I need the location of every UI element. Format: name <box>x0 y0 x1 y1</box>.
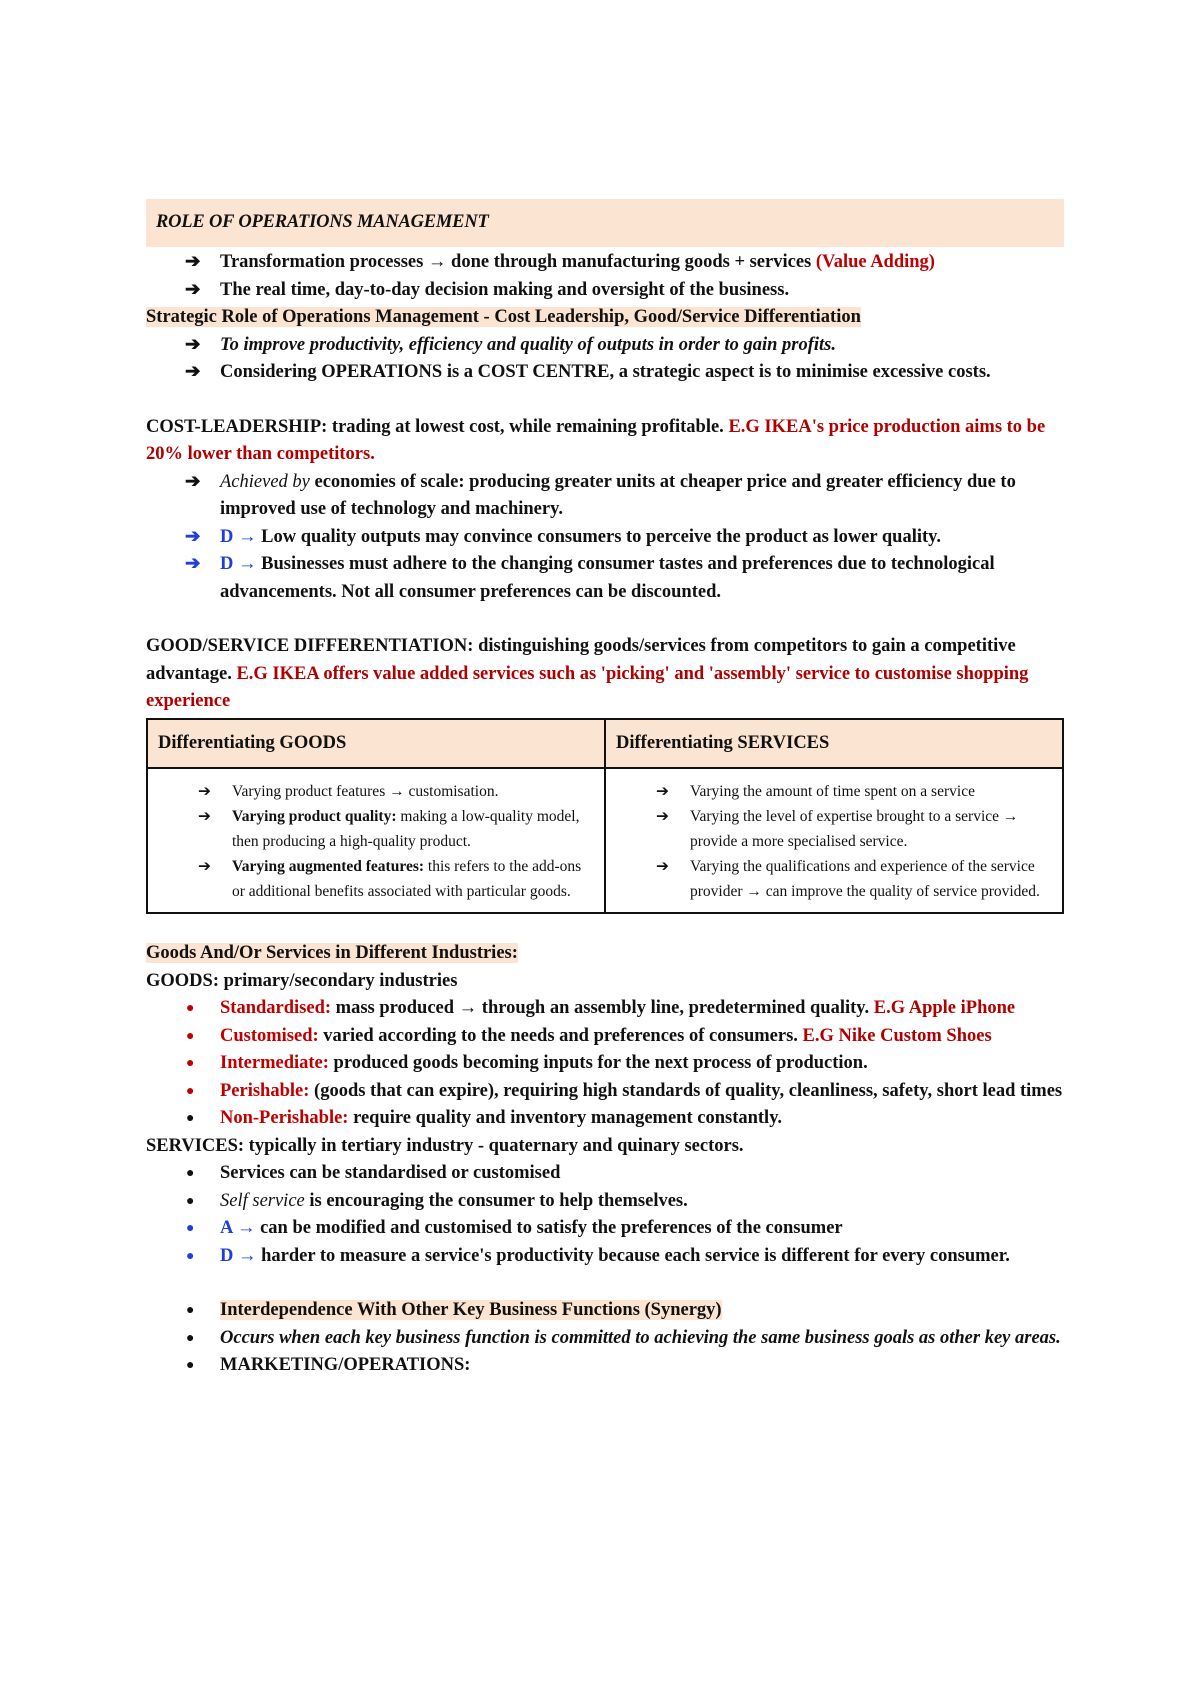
list-item: ● Self service is encouraging the consumer to help themselves. <box>146 1188 1064 1216</box>
bullet-icon: ● <box>186 1193 195 1209</box>
arrow-icon: ➔ <box>185 362 201 382</box>
list-item: ➔ D → Businesses must adhere to the changing consumer tastes and preferences due to technological advancements. Not all consumer preferences can be discounted. <box>146 551 1064 606</box>
strategic-role-heading: Strategic Role of Operations Management - Cost Leadership, Good/Service Differentiation <box>146 307 861 327</box>
list-item: ● MARKETING/OPERATIONS: <box>146 1352 1064 1380</box>
table-header-services: Differentiating SERVICES <box>605 719 1063 769</box>
cost-leadership-list <box>146 469 1064 607</box>
list-item: ➔ Varying the amount of time spent on a service <box>616 779 1052 804</box>
list-item: ➔ Varying the qualifications and experience of the service provider → can improve the quality of service provided. <box>616 854 1052 904</box>
highlight-text: (Value Adding) <box>815 252 935 272</box>
arrow-icon: ➔ <box>656 808 669 825</box>
arrow-icon: ➔ <box>656 858 669 875</box>
table-cell-services <box>605 768 1063 913</box>
list-item: ● Customised: varied according to the needs and preferences of consumers. E.G Nike Custom Shoes <box>146 1023 1064 1051</box>
arrow-icon: ➔ <box>185 252 201 272</box>
list-item: ➔ Varying product features → customisation. <box>158 779 594 804</box>
arrow-icon: ➔ <box>185 554 201 574</box>
list-item: ➔ D → Low quality outputs may convince consumers to perceive the product as lower quality. <box>146 524 1064 552</box>
bullet-icon: ● <box>186 1001 195 1016</box>
arrow-icon: ➔ <box>198 858 211 875</box>
list-item: ● Occurs when each key business function is committed to achieving the same business goals as other key areas. <box>146 1325 1064 1353</box>
list-item: ● A → can be modified and customised to satisfy the preferences of the consumer <box>146 1215 1064 1243</box>
bullet-icon: ● <box>186 1111 195 1126</box>
document-page <box>146 199 1064 1380</box>
section-title: ROLE OF OPERATIONS MANAGEMENT <box>156 212 489 233</box>
goods-line: GOODS: primary/secondary industries <box>146 970 458 991</box>
list-item: ➔ The real time, day-to-day decision making and oversight of the business. <box>146 277 1064 305</box>
bullet-icon: ● <box>186 1221 195 1236</box>
arrow-icon: ➔ <box>185 526 201 547</box>
goods-types-list <box>146 995 1064 1133</box>
bullet-icon: ● <box>186 1056 195 1071</box>
arrow-icon: ➔ <box>185 471 201 492</box>
arrow-icon: ➔ <box>198 783 211 800</box>
bullet-icon: ● <box>186 1248 195 1264</box>
list-item: ➔ Varying the level of expertise brought to a service → provide a more specialised service. <box>616 804 1052 854</box>
list-item: ➔ Achieved by economies of scale: producing greater units at cheaper price and greater efficiency due to improved use of technology and machinery. <box>146 469 1064 524</box>
list-item: ● D → harder to measure a service's productivity because each service is different for every consumer. <box>146 1243 1064 1271</box>
table-cell-goods <box>147 768 605 913</box>
industries-heading: Goods And/Or Services in Different Industries: <box>146 943 518 963</box>
operations-role-list <box>146 249 1064 304</box>
list-item: ● Standardised: mass produced → through an assembly line, predetermined quality. E.G Apple iPhone <box>146 995 1064 1023</box>
arrow-icon: ➔ <box>656 783 669 800</box>
cost-leadership-paragraph: COST-LEADERSHIP: trading at lowest cost, while remaining profitable. E.G IKEA's price production aims to be 20% lower than competitors. <box>146 416 1046 464</box>
list-item: ● Intermediate: produced goods becoming inputs for the next process of production. <box>146 1050 1064 1078</box>
services-line: SERVICES: typically in tertiary industry - quaternary and quinary sectors. <box>146 1135 744 1156</box>
arrow-icon: ➔ <box>185 279 201 300</box>
list-item: ● Non-Perishable: require quality and inventory management constantly. <box>146 1105 1064 1133</box>
strategic-role-list <box>146 332 1064 387</box>
bullet-icon: ● <box>186 1358 195 1373</box>
differentiation-table <box>146 718 1064 915</box>
arrow-icon: ➔ <box>185 334 201 355</box>
list-item: ● Services can be standardised or customised <box>146 1160 1064 1188</box>
services-types-list <box>146 1160 1064 1270</box>
differentiation-paragraph: GOOD/SERVICE DIFFERENTIATION: distinguishing goods/services from competitors to gain a competitive advantage. E.G IKEA offers value added services such as 'picking' and 'assembly' service to customise shopping experience <box>146 636 1029 711</box>
bullet-icon: ● <box>186 1303 195 1318</box>
list-item: ➔ Varying product quality: making a low-quality model, then producing a high-quality product. <box>158 804 594 854</box>
table-header-goods: Differentiating GOODS <box>147 719 605 769</box>
section-title-band <box>146 199 1064 247</box>
list-item: ➔ To improve productivity, efficiency and quality of outputs in order to gain profits. <box>146 332 1064 360</box>
bullet-icon: ● <box>186 1166 195 1181</box>
bullet-icon: ● <box>186 1330 195 1346</box>
list-item: ➔ Varying augmented features: this refers to the add-ons or additional benefits associated with particular goods. <box>158 854 594 904</box>
list-item: ➔ Considering OPERATIONS is a COST CENTRE, a strategic aspect is to minimise excessive costs. <box>146 359 1064 387</box>
bullet-icon: ● <box>186 1028 195 1044</box>
list-item: ➔ Transformation processes → done through manufacturing goods + services (Value Adding) <box>146 249 1064 277</box>
arrow-icon: ➔ <box>198 808 211 825</box>
list-item: ● Perishable: (goods that can expire), requiring high standards of quality, cleanliness, safety, short lead times <box>146 1078 1064 1106</box>
list-item: ● Interdependence With Other Key Business Functions (Synergy) <box>146 1297 1064 1325</box>
bullet-icon: ● <box>186 1083 195 1099</box>
synergy-list <box>146 1297 1064 1380</box>
